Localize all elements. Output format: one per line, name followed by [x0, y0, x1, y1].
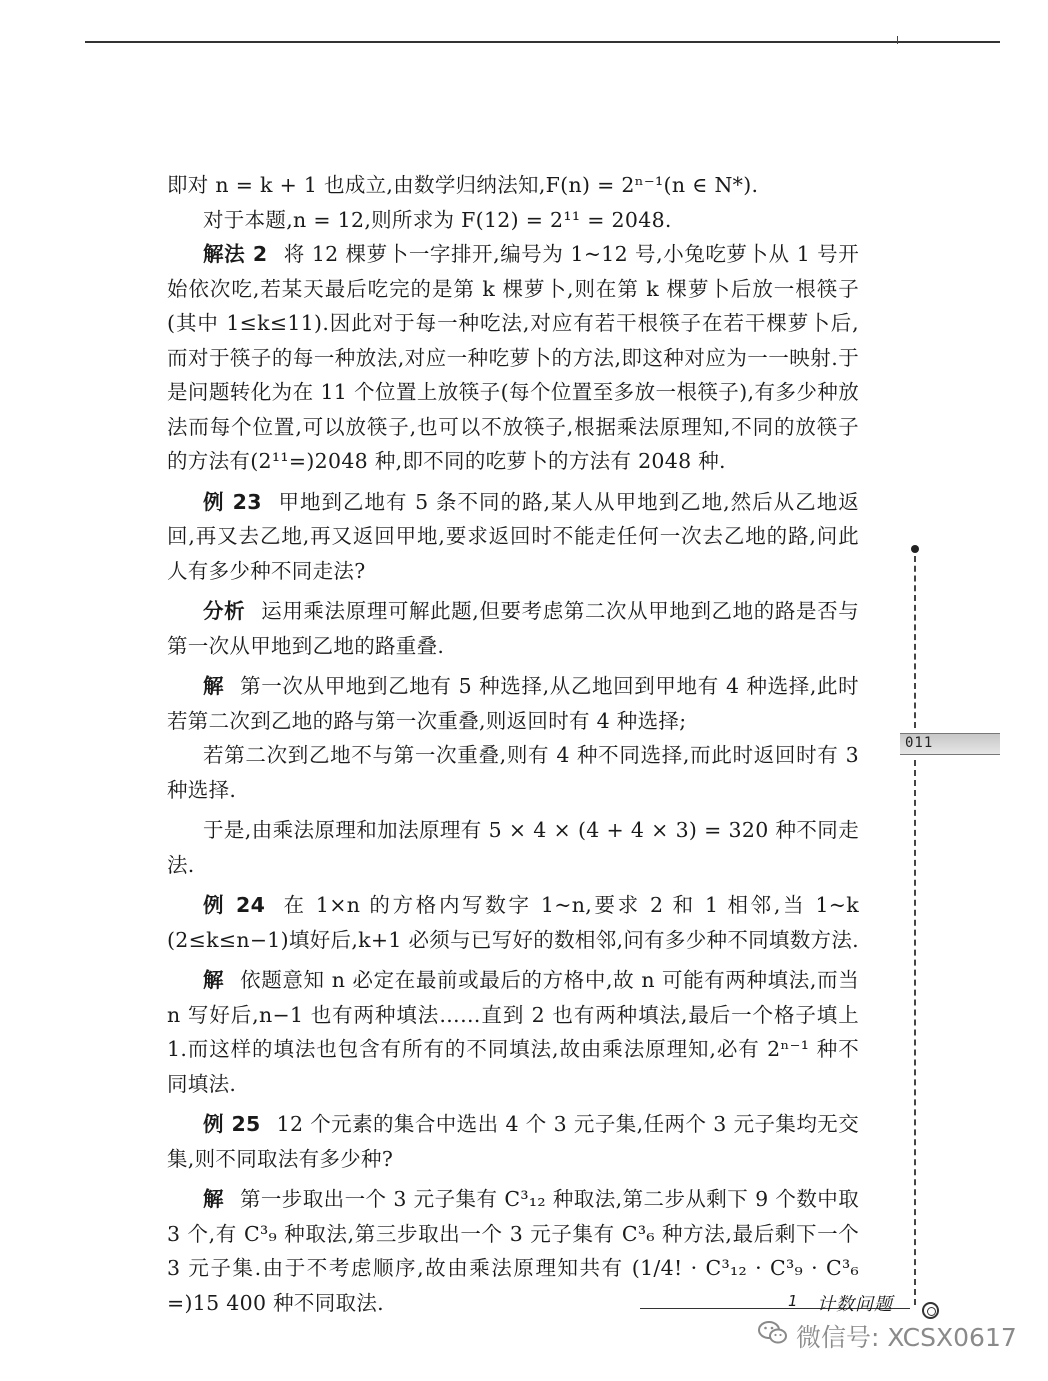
solution-label: 解	[203, 674, 225, 698]
margin-dashed-line-lower	[914, 760, 916, 1305]
solution-label: 解	[203, 1187, 224, 1211]
example-23-label: 例 23	[203, 489, 262, 514]
example-24-label: 例 24	[203, 893, 266, 917]
solution-2-label: 解法 2	[203, 242, 268, 266]
wechat-icon	[758, 1320, 788, 1352]
paragraph-induction-conclusion: 即对 n = k + 1 也成立,由数学归纳法知,F(n) = 2ⁿ⁻¹(n ∈ N*).	[167, 173, 759, 197]
solution-label: 解	[203, 968, 225, 992]
page-number: 011	[905, 735, 934, 751]
watermark-text: 微信号: XCSX0617	[796, 1323, 1017, 1352]
paragraph-solution-23: 解 第一次从甲地到乙地有 5 种选择,从乙地回到甲地有 4 种选择,此时若第二次到乙地的路与第一次重叠,则返回时有 4 种选择;	[167, 674, 859, 733]
paragraph-answer-f12: 对于本题,n = 12,则所求为 F(12) = 2¹¹ = 2048.	[203, 207, 672, 232]
watermark	[758, 1318, 1017, 1354]
paragraph-example-24: 例 24 在 1×n 的方格内写数字 1~n,要求 2 和 1 相邻,当 1~k (2≤k≤n−1)填好后,k+1 必须与已写好的数相邻,问有多少种不同填数方法.	[167, 893, 859, 952]
footer-ornament-icon	[922, 1302, 939, 1319]
margin-dashed-line-upper	[914, 556, 916, 728]
paragraph-solution-25: 解 第一步取出一个 3 元子集有 C³₁₂ 种取法,第二步从剩下 9 个数中取 3 个,有 C³₉ 种取法,第三步取出一个 3 元子集有 C³₆ 种方法,最后剩下一个 3 元子集.由于不考虑顺序,故由乘法原理知共有 (1/4! · C³₁₂ · C³₉ · C³₆ =)15 400 种不同取法.	[167, 1187, 859, 1315]
chapter-title: 计数问题	[817, 1294, 893, 1315]
analysis-label: 分析	[203, 599, 246, 623]
paragraph-analysis: 分析 运用乘法原理可解此题,但要考虑第二次从甲地到乙地的路是否与第一次从甲地到乙地的路重叠.	[167, 599, 859, 658]
paragraph-solution-24: 解 依题意知 n 必定在最前或最后的方格中,故 n 可能有两种填法,而当 n 写好后,n−1 也有两种填法……直到 2 也有两种填法,最后一个格子填上 1.而这样的填法也包含有所有的不同填法,故由乘法原理知,必有 2ⁿ⁻¹ 种不同填法.	[167, 968, 859, 1096]
paragraph-solution-2: 解法 2 将 12 棵萝卜一字排开,编号为 1~12 号,小兔吃萝卜从 1 号开始依次吃,若某天最后吃完的是第 k 棵萝卜,则在第 k 棵萝卜后放一根筷子(其中 1≤k≤11).因此对于每一种吃法,对应有若干根筷子在若干棵萝卜后,而对于筷子的每一种放法,对应一种吃萝卜的方法,即这种对应为一一映射.于是问题转化为在 11 个位置上放筷子(每个位置至多放一根筷子),有多少种放法而每个位置,可以放筷子,也可以不放筷子,根据乘法原理知,不同的放筷子的方法有(2¹¹=)2048 种,即不同的吃萝卜的方法有 2048 种.	[167, 242, 860, 473]
chapter-number: 1	[788, 1292, 798, 1310]
paragraph-solution-23-case2: 若第二次到乙地不与第一次重叠,则有 4 种不同选择,而此时返回时有 3 种选择.	[167, 743, 859, 802]
example-25-label: 例 25	[203, 1112, 261, 1136]
margin-dot	[911, 545, 919, 553]
top-rule	[85, 41, 1000, 43]
top-rule-tick	[897, 36, 898, 44]
paragraph-example-23: 例 23 甲地到乙地有 5 条不同的路,某人从甲地到乙地,然后从乙地返回,再又去乙地,再又返回甲地,要求返回时不能走任何一次去乙地的路,问此人有多少种不同走法?	[167, 489, 859, 583]
paragraph-solution-23-total: 于是,由乘法原理和加法原理有 5 × 4 × (4 + 4 × 3) = 320 种不同走法.	[167, 818, 859, 877]
paragraph-example-25: 例 25 12 个元素的集合中选出 4 个 3 元子集,任两个 3 元子集均无交集,则不同取法有多少种?	[167, 1112, 859, 1171]
page-body	[167, 168, 859, 1320]
